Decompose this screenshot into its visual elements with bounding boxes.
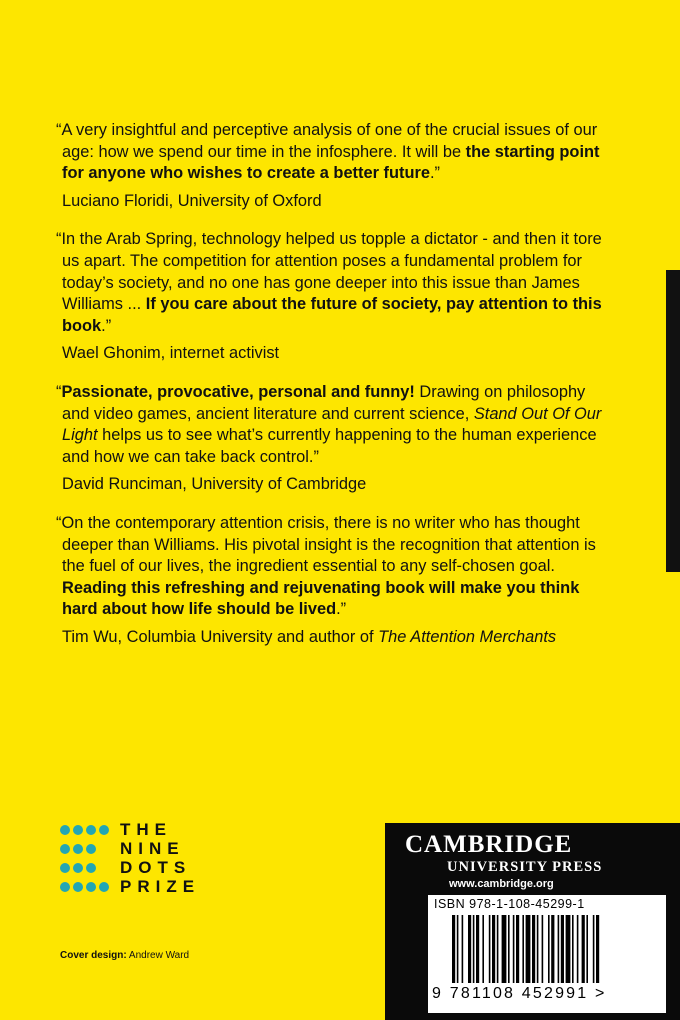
barcode-bar bbox=[572, 915, 574, 983]
quote-text: .” bbox=[101, 316, 112, 335]
barcode-bar bbox=[508, 915, 510, 983]
barcode-bar bbox=[476, 915, 479, 983]
barcode-bar bbox=[526, 915, 531, 983]
publisher-name: CAMBRIDGE bbox=[405, 831, 573, 858]
barcode-bar bbox=[462, 915, 464, 983]
quote-title: The Attention Merchants bbox=[378, 627, 557, 646]
credit-label: Cover design: bbox=[60, 950, 127, 961]
logo-dot bbox=[86, 863, 96, 873]
logo-dot bbox=[60, 825, 70, 835]
logo-dot bbox=[86, 882, 96, 892]
barcode-bar bbox=[577, 915, 579, 983]
logo-dot bbox=[73, 882, 83, 892]
barcode-bar bbox=[482, 915, 484, 983]
logo-dot bbox=[60, 882, 70, 892]
quote-attribution: Wael Ghonim, internet activist bbox=[62, 344, 280, 363]
barcode-bar bbox=[548, 915, 550, 983]
barcode-bar bbox=[497, 915, 499, 983]
logo-dot bbox=[86, 825, 96, 835]
quote-text: helps us to see what’s currently happening to the human experience and how we can take back control.” bbox=[62, 426, 597, 466]
quote-text: “ bbox=[56, 382, 62, 401]
logo-dot bbox=[73, 844, 83, 854]
publisher-block bbox=[385, 823, 680, 1020]
barcode-bar bbox=[537, 915, 539, 983]
publisher-subtitle: UNIVERSITY PRESS bbox=[447, 859, 603, 875]
quote-text: “On the contemporary attention crisis, there is no writer who has thought deeper than Williams. His pivotal insight is the recognition that attention is the fuel of our lives, the ingredient essential to any self-chosen goal. bbox=[56, 513, 596, 576]
barcode-bar bbox=[593, 915, 595, 983]
credit-name: Andrew Ward bbox=[126, 950, 190, 961]
isbn-number: ISBN 978-1-108-45299-1 bbox=[434, 897, 585, 911]
spine-edge-bar bbox=[666, 270, 680, 572]
logo-line-4: PRIZE bbox=[120, 877, 201, 896]
quote-emphasis: Reading this refreshing and rejuvenating book will make you think hard about how life should be lived bbox=[62, 578, 580, 619]
logo-line-1: THE bbox=[120, 820, 172, 839]
logo-line-3: DOTS bbox=[120, 858, 192, 877]
review-quote bbox=[56, 229, 616, 365]
barcode-bar bbox=[522, 915, 524, 983]
barcode-bar bbox=[502, 915, 507, 983]
quote-body bbox=[56, 120, 616, 185]
quote-title: Stand Out Of Our Light bbox=[62, 404, 602, 445]
barcode-bar bbox=[468, 915, 471, 983]
logo-line-2: NINE bbox=[120, 839, 185, 858]
barcode-bar bbox=[582, 915, 585, 983]
logo-dot bbox=[99, 882, 109, 892]
review-quote bbox=[56, 120, 616, 212]
quote-text: “A very insightful and perceptive analysis of one of the crucial issues of our age: how we spend our time in the infosphere. It will be bbox=[56, 121, 598, 161]
barcode-bar bbox=[452, 915, 455, 983]
quote-attribution: David Runciman, University of Cambridge bbox=[62, 475, 367, 494]
barcode-bar bbox=[561, 915, 564, 983]
barcode-bar bbox=[473, 915, 475, 983]
barcode-digits: 9 781108 452991 > bbox=[432, 985, 607, 1002]
cover-credit bbox=[60, 950, 189, 961]
quote-emphasis: the starting point for anyone who wishes to create a better future bbox=[62, 142, 600, 183]
quote-text: Tim Wu, Columbia University and author of bbox=[62, 627, 379, 646]
barcode-bar bbox=[489, 915, 491, 983]
quote-text: .” bbox=[429, 164, 440, 183]
review-quote bbox=[56, 513, 616, 649]
publisher-url: www.cambridge.org bbox=[449, 878, 554, 890]
barcode-bar bbox=[586, 915, 588, 983]
logo-dot bbox=[86, 844, 96, 854]
logo-dot bbox=[73, 863, 83, 873]
barcode-bar bbox=[513, 915, 515, 983]
logo-dot bbox=[60, 844, 70, 854]
barcode-bar bbox=[551, 915, 554, 983]
quote-emphasis: If you care about the future of society, pay attention to this book bbox=[62, 295, 602, 335]
quote-body bbox=[56, 229, 616, 337]
quote-body bbox=[56, 382, 616, 468]
logo-wordmark bbox=[120, 820, 200, 896]
review-quote bbox=[56, 382, 616, 496]
quote-text: Drawing on philosophy and video games, ancient literature and current science, bbox=[62, 382, 586, 423]
quote-body bbox=[56, 513, 616, 621]
barcode-bar bbox=[596, 915, 599, 983]
quote-text: .” bbox=[336, 600, 347, 619]
quotes-section bbox=[56, 120, 616, 665]
logo-dot bbox=[60, 863, 70, 873]
quote-emphasis: Passionate, provocative, personal and funny! bbox=[61, 382, 415, 401]
isbn-box bbox=[428, 895, 666, 1013]
barcode-bar bbox=[532, 915, 535, 983]
logo-dot bbox=[99, 825, 109, 835]
barcode-icon bbox=[452, 915, 652, 983]
quote-attribution bbox=[56, 627, 616, 649]
logo-dot bbox=[73, 825, 83, 835]
barcode-bar bbox=[558, 915, 560, 983]
barcode-bar bbox=[492, 915, 495, 983]
barcode-bar bbox=[566, 915, 571, 983]
quote-text: “In the Arab Spring, technology helped us topple a dictator - and then it tore us apart. The competition for attention poses a fundamental problem for today’s society, and no one has gone deeper into this issue than James Williams ... bbox=[56, 230, 602, 314]
barcode-bar bbox=[457, 915, 459, 983]
barcode-bar bbox=[516, 915, 519, 983]
quote-attribution: Luciano Floridi, University of Oxford bbox=[62, 191, 322, 210]
barcode-bar bbox=[542, 915, 544, 983]
